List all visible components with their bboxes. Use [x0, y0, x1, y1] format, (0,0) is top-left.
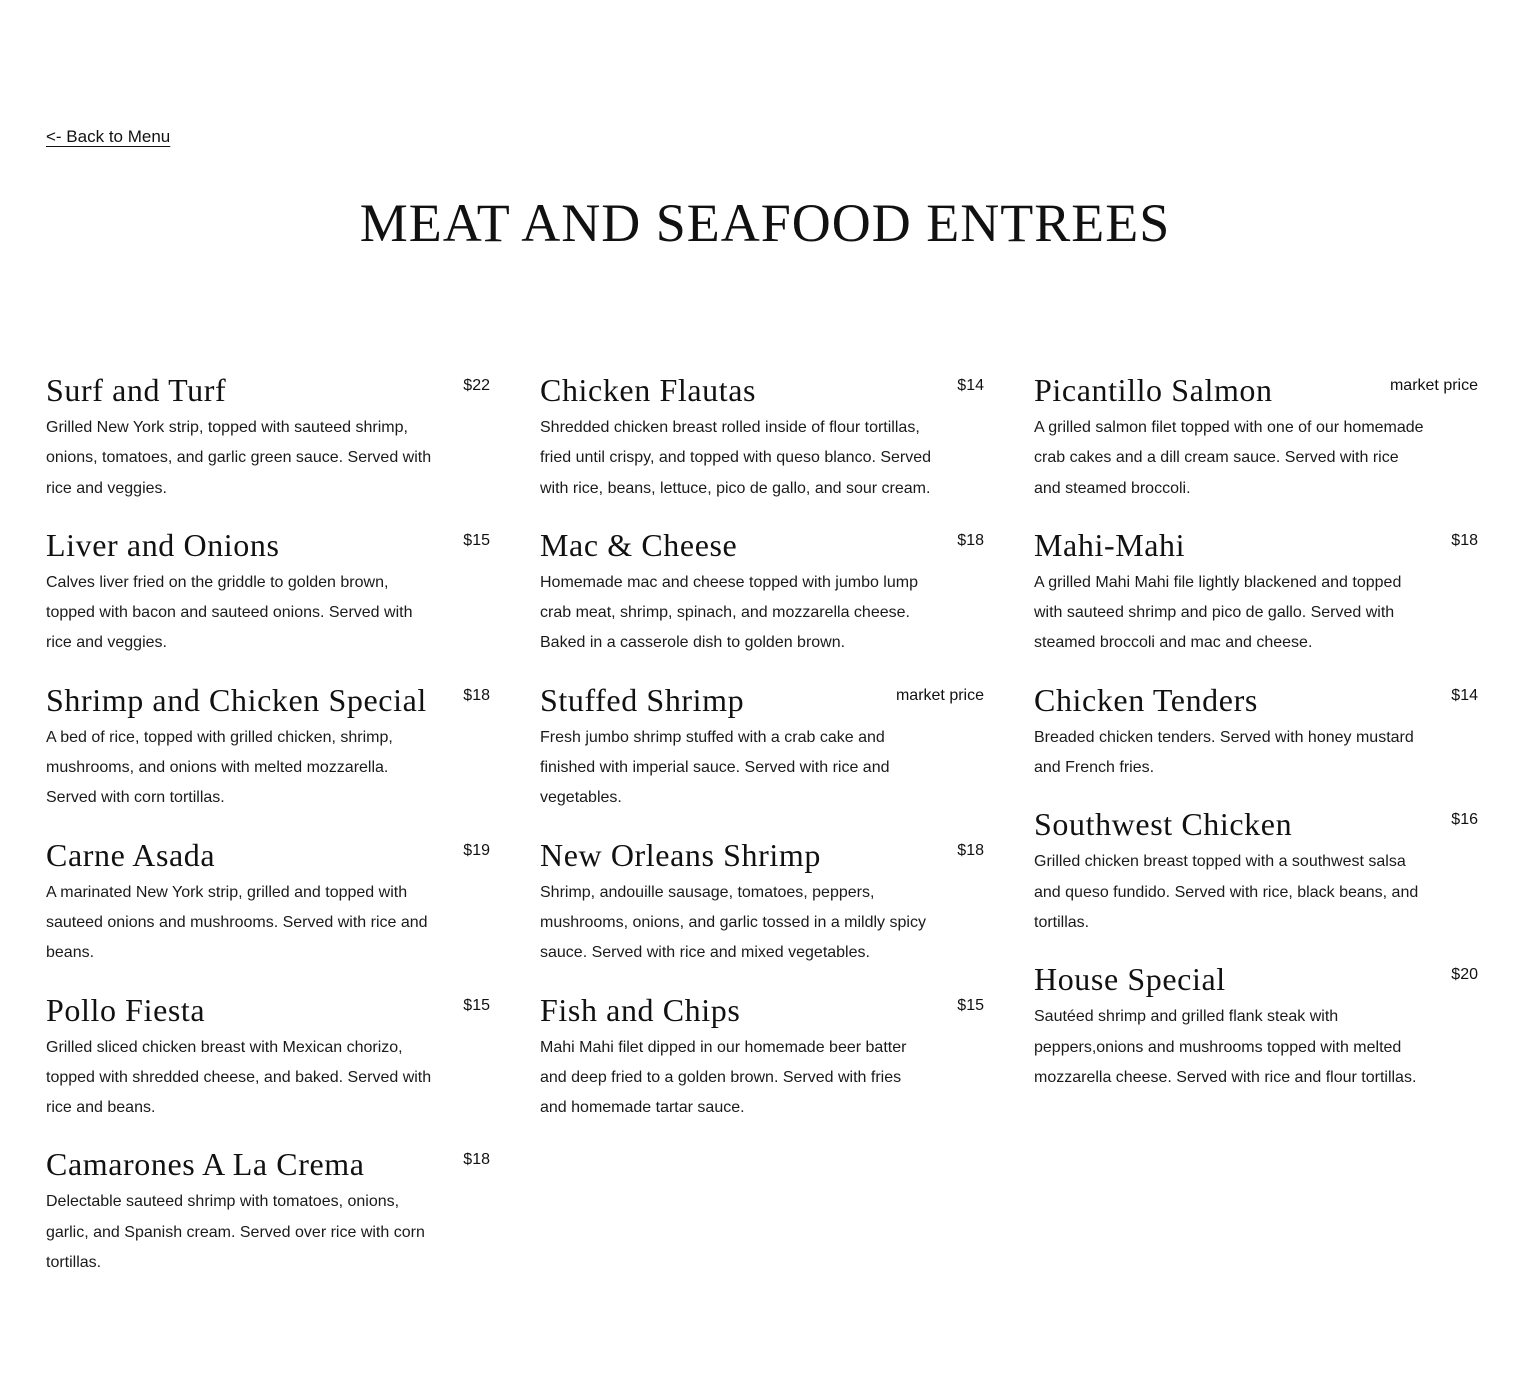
menu-item — [1034, 525, 1478, 659]
menu-item-name: House Special — [1034, 961, 1226, 998]
menu-item — [540, 835, 984, 969]
menu-item — [540, 370, 984, 504]
menu-item — [46, 680, 490, 814]
menu-item-header — [540, 525, 984, 565]
menu-item-price: $18 — [463, 1151, 490, 1169]
menu-item — [540, 525, 984, 659]
menu-item — [46, 370, 490, 504]
menu-item-name: Pollo Fiesta — [46, 991, 206, 1028]
menu-item-price: $18 — [1451, 531, 1478, 549]
menu-item — [1034, 959, 1478, 1093]
menu-item — [1034, 370, 1478, 504]
menu-item-header — [46, 990, 490, 1030]
menu-item-description: Fresh jumbo shrimp stuffed with a crab cake and finished with imperial sauce. Served with rice and vegetables. — [540, 728, 890, 807]
menu-item-name: Fish and Chips — [540, 991, 741, 1028]
menu-item-description: A bed of rice, topped with grilled chicken, shrimp, mushrooms, and onions with melted mozzarella. Served with corn tortillas. — [46, 728, 393, 807]
menu-item-name: Mahi-Mahi — [1034, 526, 1186, 563]
menu-item-description: Breaded chicken tenders. Served with honey mustard and French fries. — [1034, 728, 1414, 777]
menu-item — [46, 835, 490, 969]
menu-item-name: Picantillo Salmon — [1034, 372, 1273, 408]
menu-item-price: $18 — [463, 686, 490, 704]
menu-item — [540, 680, 984, 814]
back-to-menu-link[interactable]: <- Back to Menu — [46, 127, 171, 146]
menu-item-header — [540, 680, 984, 720]
menu-item-price: $15 — [463, 996, 490, 1014]
menu-item — [1034, 804, 1478, 938]
menu-item-description: A grilled Mahi Mahi file lightly blackened and topped with sauteed shrimp and pico de gallo. Served with steamed broccoli and mac and cheese. — [1034, 573, 1402, 652]
menu-item-description: Grilled chicken breast topped with a southwest salsa and queso fundido. Served with rice, black beans, and tortillas. — [1034, 853, 1419, 931]
menu-column-2 — [540, 370, 984, 1299]
menu-item-price: $18 — [957, 841, 984, 859]
menu-item-price: $22 — [463, 377, 490, 394]
menu-item-name: Liver and Onions — [46, 526, 280, 563]
menu-item-description: Shredded chicken breast rolled inside of flour tortillas, fried until crispy, and topped with queso blanco. Served with rice, beans, lettuce, pico de gallo, and sour cream. — [540, 419, 932, 497]
menu-item-description: Homemade mac and cheese topped with jumbo lump crab meat, shrimp, spinach, and mozzarella cheese. Baked in a casserole dish to golden brown. — [540, 573, 918, 652]
menu-item-header — [540, 990, 984, 1030]
menu-column-1 — [46, 370, 490, 1299]
menu-item-header — [1034, 525, 1478, 565]
menu-item-name: Carne Asada — [46, 836, 216, 873]
menu-item-header — [46, 680, 490, 720]
menu-item-header — [46, 835, 490, 875]
menu-item-header — [540, 835, 984, 875]
menu-item-header — [1034, 804, 1478, 844]
menu-item-description: A marinated New York strip, grilled and topped with sauteed onions and mushrooms. Served with rice and beans. — [46, 883, 428, 962]
menu-item-price: market price — [1389, 377, 1478, 394]
menu-item — [1034, 680, 1478, 784]
menu-item-price: $15 — [957, 996, 984, 1014]
menu-item-description: Shrimp, andouille sausage, tomatoes, peppers, mushrooms, onions, and garlic tossed in a mildly spicy sauce. Served with rice and mixed vegetables. — [540, 883, 926, 962]
menu-item-description: Grilled sliced chicken breast with Mexican chorizo, topped with shredded cheese, and baked. Served with rice and beans. — [46, 1038, 432, 1117]
menu-item-name: New Orleans Shrimp — [540, 836, 821, 873]
menu-item-price: $14 — [957, 377, 984, 394]
menu-item-name: Chicken Flautas — [540, 372, 757, 408]
menu-item-description: Grilled New York strip, topped with sauteed shrimp, onions, tomatoes, and garlic green sauce. Served with rice and veggies. — [46, 419, 432, 497]
menu-item-price: $19 — [463, 841, 490, 859]
menu-item-price: $16 — [1451, 811, 1478, 829]
menu-item-header — [46, 1144, 490, 1184]
menu-item — [46, 525, 490, 659]
menu-item-description: Calves liver fried on the griddle to golden brown, topped with bacon and sauteed onions. Served with rice and veggies. — [46, 573, 413, 652]
menu-item-header — [46, 370, 490, 410]
menu-item-price: $18 — [957, 531, 984, 549]
menu-item-name: Mac & Cheese — [540, 526, 738, 563]
menu-item-description: Delectable sauteed shrimp with tomatoes, onions, garlic, and Spanish cream. Served over rice with corn tortillas. — [46, 1193, 425, 1272]
menu-item-price: $20 — [1451, 966, 1478, 984]
menu-item-description: A grilled salmon filet topped with one of our homemade crab cakes and a dill cream sauce. Served with rice and steamed broccoli. — [1034, 419, 1424, 497]
menu-item-name: Stuffed Shrimp — [540, 681, 745, 718]
menu-item — [46, 1144, 490, 1278]
menu-item-name: Chicken Tenders — [1034, 681, 1258, 718]
menu-item-header — [1034, 680, 1478, 720]
menu-item-price: $15 — [463, 531, 490, 549]
menu-item-description: Sautéed shrimp and grilled flank steak with peppers,onions and mushrooms topped with melted mozzarella cheese. Served with rice and flour tortillas. — [1034, 1008, 1417, 1086]
menu-item-header — [540, 370, 984, 410]
menu-item-name: Shrimp and Chicken Special — [46, 681, 427, 718]
menu-item — [46, 990, 490, 1124]
menu-item-name: Camarones A La Crema — [46, 1146, 365, 1183]
menu-item-header — [46, 525, 490, 565]
page-title: MEAT AND SEAFOOD ENTREES — [359, 193, 1171, 253]
menu-item-header — [1034, 370, 1478, 410]
menu-item-price: $14 — [1451, 686, 1478, 704]
menu-column-3 — [1034, 370, 1478, 1299]
menu-item-name: Surf and Turf — [46, 372, 227, 408]
menu-item-price: market price — [895, 686, 984, 704]
menu-item — [540, 990, 984, 1124]
menu-grid — [46, 370, 1486, 1299]
menu-item-name: Southwest Chicken — [1034, 806, 1293, 843]
menu-item-description: Mahi Mahi filet dipped in our homemade beer batter and deep fried to a golden brown. Served with fries and homemade tartar sauce. — [540, 1038, 907, 1117]
menu-item-header — [1034, 959, 1478, 999]
